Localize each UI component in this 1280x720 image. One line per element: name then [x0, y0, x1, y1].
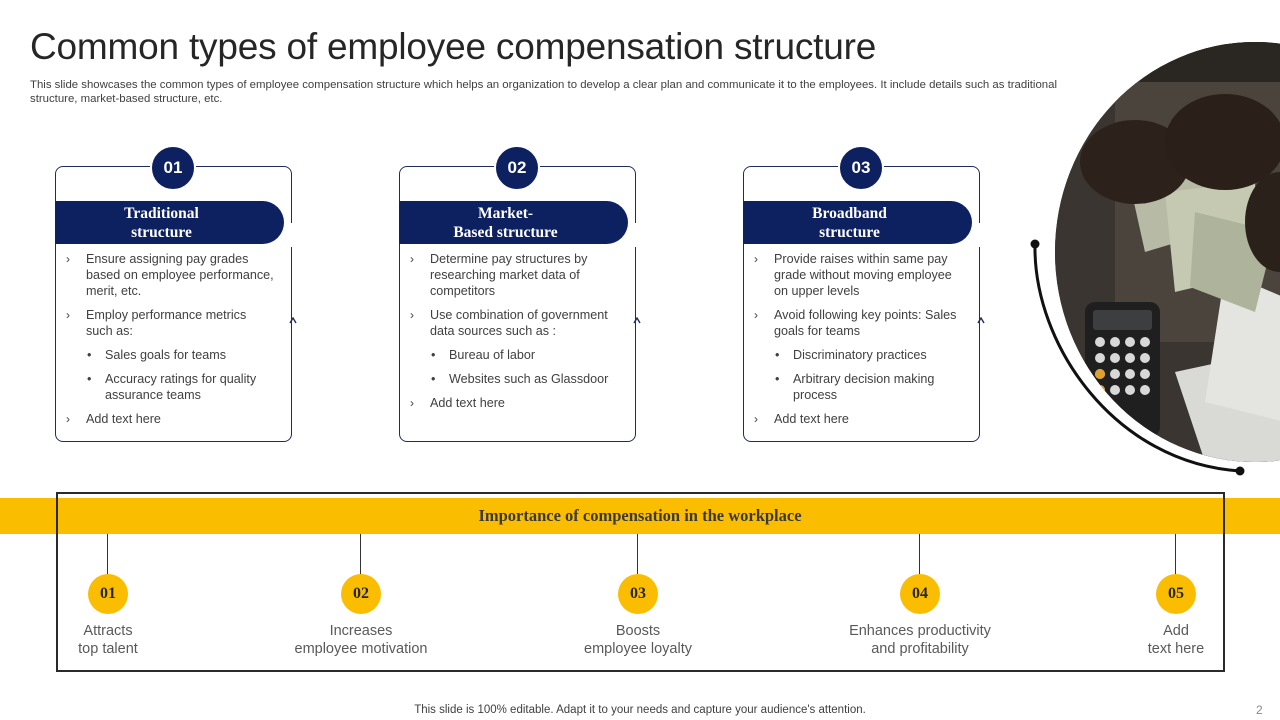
card-broadband: [743, 145, 988, 445]
card-number-badge: 01: [150, 145, 196, 191]
step-number-badge: 03: [618, 574, 658, 614]
connector-line: [360, 534, 361, 574]
step-number-badge: 02: [341, 574, 381, 614]
chevron-right-icon: ›: [410, 252, 414, 266]
list-item: [753, 411, 963, 427]
sub-list-item: [409, 347, 619, 363]
list-item: [65, 307, 275, 339]
outline-gap: [971, 223, 985, 247]
dot-bullet-icon: •: [431, 372, 436, 386]
card-body: [409, 251, 619, 419]
footer-note: This slide is 100% editable. Adapt it to your needs and capture your audience's attention.: [414, 704, 866, 716]
list-item: [753, 251, 963, 299]
step-number-badge: 01: [88, 574, 128, 614]
card-traditional: [55, 145, 300, 445]
list-item: [409, 307, 619, 339]
arrow-up-icon: [977, 317, 985, 327]
list-item: [409, 395, 619, 411]
card-header: Broadband structure: [743, 201, 972, 244]
step-label: Enhances productivity and profitability: [849, 623, 991, 657]
sub-list-item: [753, 371, 963, 403]
chevron-right-icon: ›: [410, 396, 414, 410]
list-item: [409, 251, 619, 299]
dot-bullet-icon: •: [775, 372, 780, 386]
page-number: 2: [1256, 703, 1263, 717]
chevron-right-icon: ›: [754, 412, 758, 426]
list-item: [65, 411, 275, 427]
chevron-right-icon: ›: [66, 308, 70, 322]
sub-list-item: [753, 347, 963, 363]
bullet-text: Arbitrary decision making process: [793, 372, 935, 402]
outline-gap: [283, 223, 297, 247]
connector-line: [1175, 534, 1176, 574]
bullet-text: Ensure assigning pay grades based on employee performance, merit, etc.: [86, 252, 274, 298]
bullet-text: Sales goals for teams: [105, 348, 227, 362]
sub-list-item: [65, 347, 275, 363]
bullet-text: Add text here: [430, 396, 505, 410]
connector-line: [637, 534, 638, 574]
step-label: Attracts top talent: [78, 623, 138, 657]
list-item: [753, 307, 963, 339]
chevron-right-icon: ›: [66, 252, 70, 266]
decorative-arc: [1025, 235, 1255, 480]
card-number-badge: 03: [838, 145, 884, 191]
card-body: [65, 251, 275, 435]
step-number-badge: 04: [900, 574, 940, 614]
bullet-text: Add text here: [86, 412, 161, 426]
sub-list-item: [409, 371, 619, 387]
card-header: Market- Based structure: [399, 201, 628, 244]
slide-subtitle: This slide showcases the common types of employee compensation structure which helps an organization to develop a clear plan and communicate it to the employees. It include details such as traditional structure, market-based structure, etc.: [30, 79, 1057, 105]
step-number-badge: 05: [1156, 574, 1196, 614]
dot-bullet-icon: •: [87, 372, 92, 386]
bullet-text: Discriminatory practices: [793, 348, 927, 362]
outline-gap: [627, 223, 641, 247]
step-label: Add text here: [1147, 623, 1205, 657]
bullet-text: Add text here: [774, 412, 849, 426]
card-number-badge: 02: [494, 145, 540, 191]
arrow-up-icon: [289, 317, 297, 327]
bullet-text: Bureau of labor: [449, 348, 536, 362]
bullet-text: Avoid following key points: Sales goals for teams: [774, 308, 957, 338]
bullet-text: Use combination of government data sources such as :: [430, 308, 608, 338]
bullet-text: Websites such as Glassdoor: [449, 372, 609, 386]
card-market-based: [399, 145, 644, 445]
card-body: [753, 251, 963, 435]
connector-line: [919, 534, 920, 574]
dot-bullet-icon: •: [431, 348, 436, 362]
bullet-text: Provide raises within same pay grade without moving employee on upper levels: [774, 252, 952, 298]
step-label: Increases employee motivation: [294, 623, 428, 657]
bullet-text: Accuracy ratings for quality assurance teams: [105, 372, 257, 402]
chevron-right-icon: ›: [66, 412, 70, 426]
slide-title: Common types of employee compensation structure: [30, 26, 877, 67]
dot-bullet-icon: •: [775, 348, 780, 362]
chevron-right-icon: ›: [754, 308, 758, 322]
list-item: [65, 251, 275, 299]
chevron-right-icon: ›: [410, 308, 414, 322]
importance-title: Importance of compensation in the workplace: [478, 506, 802, 525]
chevron-right-icon: ›: [754, 252, 758, 266]
bullet-text: Employ performance metrics such as:: [86, 308, 247, 338]
arrow-up-icon: [633, 317, 641, 327]
dot-bullet-icon: •: [87, 348, 92, 362]
step-label: Boosts employee loyalty: [584, 623, 692, 657]
sub-list-item: [65, 371, 275, 403]
bullet-text: Determine pay structures by researching market data of competitors: [430, 252, 588, 298]
card-header: Traditional structure: [55, 201, 284, 244]
connector-line: [107, 534, 108, 574]
